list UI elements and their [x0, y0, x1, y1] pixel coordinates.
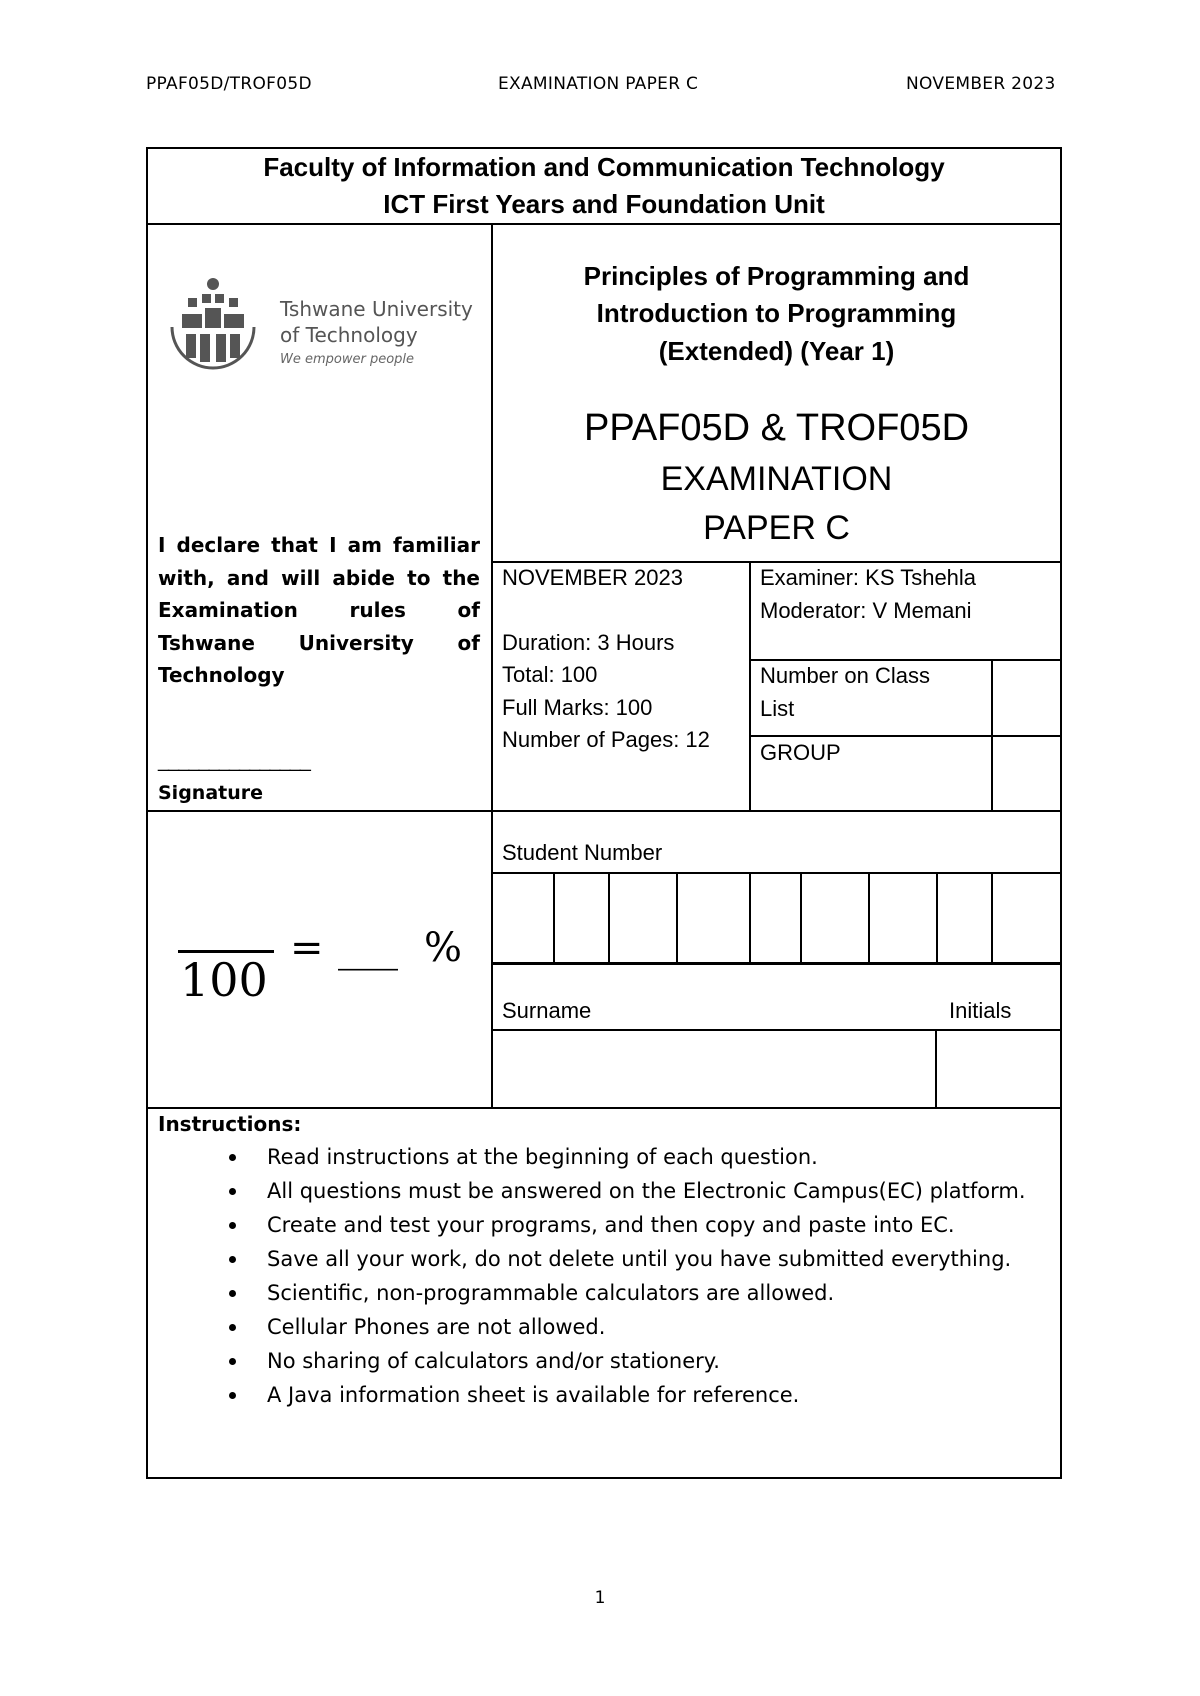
declaration: [158, 529, 480, 692]
bullet-icon: [229, 1392, 236, 1399]
header-date: NOVEMBER 2023: [906, 74, 1056, 94]
bullet-icon: [229, 1188, 236, 1195]
bullet-icon: [229, 1222, 236, 1229]
exam-title: EXAMINATION: [660, 460, 893, 498]
header-course-codes: PPAF05D/TROF05D: [146, 74, 312, 94]
exam-full-marks: Full Marks: 100: [502, 694, 653, 720]
logo-name-line1: Tshwane University: [280, 297, 473, 321]
score-percent-sign: %: [424, 925, 463, 971]
instructions-title: Instructions:: [158, 1112, 302, 1136]
paper-title: PAPER C: [703, 509, 850, 547]
exam-duration: Duration: 3 Hours: [502, 629, 675, 655]
bullet-icon: [229, 1256, 236, 1263]
bullet-icon: [229, 1358, 236, 1365]
faculty-name: Faculty of Information and Communication Technology: [263, 152, 945, 182]
class-list-line-1: Number on Class: [760, 663, 930, 688]
instruction-text: Create and test your programs, and then copy and paste into EC.: [267, 1213, 955, 1237]
bullet-icon: [229, 1324, 236, 1331]
unit-name: ICT First Years and Foundation Unit: [383, 189, 825, 219]
declaration-word: Tshwane: [158, 630, 255, 655]
class-list-label: [760, 660, 930, 725]
declaration-line-1: I declare that I am familiar: [158, 533, 480, 557]
signature-line: _______________: [158, 750, 310, 772]
instruction-text: Scientific, non-programmable calculators are allowed.: [267, 1281, 835, 1305]
page-number: 1: [594, 1588, 606, 1608]
score-denominator: 100: [180, 953, 268, 1007]
instruction-text: A Java information sheet is available for reference.: [267, 1383, 800, 1407]
list-item: [240, 1276, 999, 1310]
group-box[interactable]: [993, 737, 1060, 810]
list-item: [240, 1174, 1026, 1208]
signature-label: Signature: [158, 782, 264, 804]
list-item: [240, 1208, 999, 1242]
examiner: Examiner: KS Tshehla: [760, 565, 977, 590]
declaration-line-2: with, and will abide to the: [158, 565, 480, 590]
declaration-word: University: [298, 630, 414, 655]
tut-logo: [158, 272, 478, 382]
instructions-list: [240, 1140, 1026, 1412]
logo-name-line2: of Technology: [280, 323, 418, 347]
initials-box[interactable]: [937, 1031, 1060, 1107]
list-item: [240, 1344, 999, 1378]
declaration-word: rules: [349, 598, 406, 622]
subject-line-2: Introduction to Programming: [596, 298, 957, 328]
list-item: [240, 1242, 1012, 1276]
exam-staff: [760, 562, 976, 627]
course-codes: PPAF05D & TROF05D: [583, 407, 970, 449]
declaration-word: Examination: [158, 598, 298, 622]
instruction-text: No sharing of calculators and/or stationery.: [267, 1349, 720, 1373]
header-paper: EXAMINATION PAPER C: [498, 74, 699, 94]
group-label: GROUP: [760, 740, 841, 765]
score-equals: =: [290, 925, 324, 971]
exam-total: Total: 100: [502, 662, 598, 687]
declaration-word: of: [457, 598, 480, 622]
declaration-word: of: [457, 630, 480, 655]
instruction-text: All questions must be answered on the Electronic Campus(EC) platform.: [267, 1179, 1026, 1203]
instruction-text: Read instructions at the beginning of each question.: [267, 1145, 818, 1169]
instruction-text: Cellular Phones are not allowed.: [267, 1315, 606, 1339]
class-list-line-2: List: [760, 695, 795, 721]
class-number-box[interactable]: [993, 661, 1060, 735]
initials-label: Initials: [949, 998, 1012, 1023]
exam-details: [502, 562, 710, 757]
score-percent-blank[interactable]: ___: [338, 925, 398, 971]
logo-tagline: We empower people: [280, 352, 415, 367]
exam-pages: Number of Pages: 12: [502, 727, 710, 752]
list-item: [240, 1140, 999, 1174]
surname-box[interactable]: [493, 1031, 935, 1107]
list-item: [240, 1378, 999, 1412]
bullet-icon: [229, 1154, 236, 1161]
declaration-line-5: Technology: [158, 663, 285, 687]
bullet-icon: [229, 1290, 236, 1297]
instruction-text: Save all your work, do not delete until you have submitted everything.: [267, 1247, 1012, 1271]
student-number-label: Student Number: [502, 840, 663, 865]
student-number-boxes[interactable]: [493, 874, 1060, 962]
moderator: Moderator: V Memani: [760, 597, 972, 623]
subject-line-1: Principles of Programming and: [583, 261, 970, 291]
subject-line-3: (Extended) (Year 1): [658, 336, 895, 366]
score-fraction: [176, 920, 476, 1020]
exam-date: NOVEMBER 2023: [502, 565, 683, 590]
list-item: [240, 1310, 999, 1344]
surname-label: Surname: [502, 998, 592, 1023]
